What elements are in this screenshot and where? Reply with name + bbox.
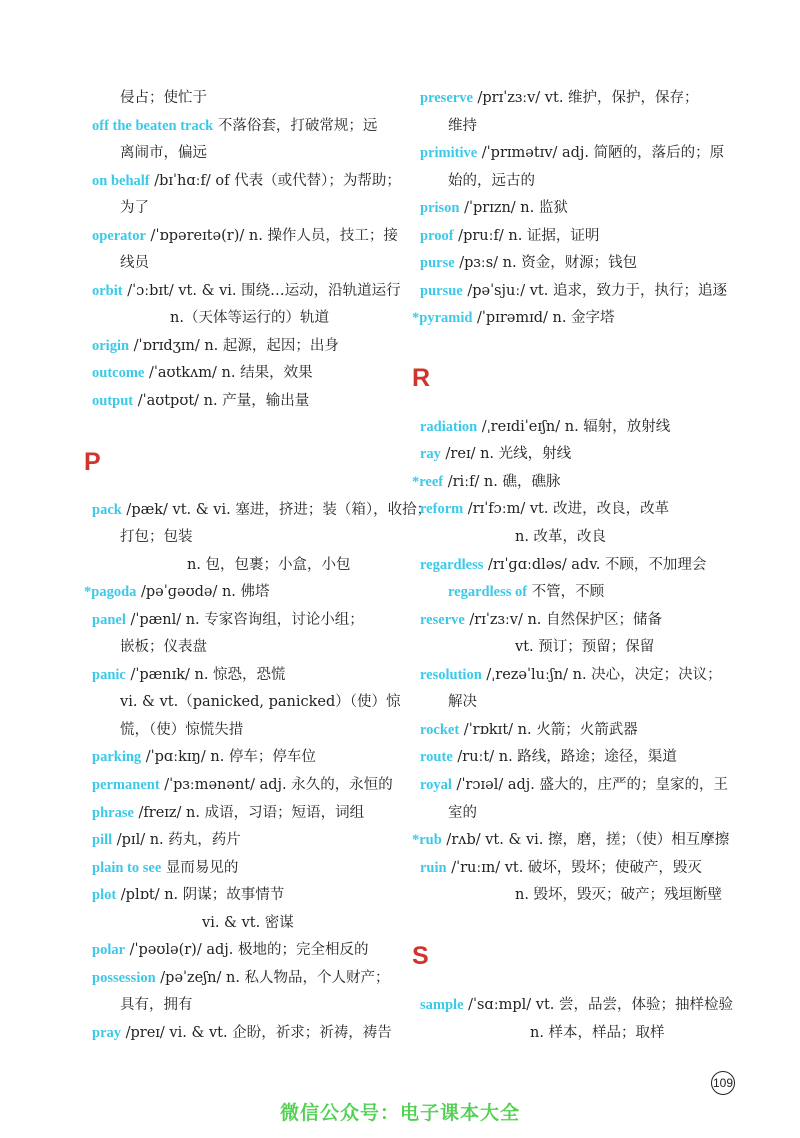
entry-line — [448, 692, 477, 712]
entry-line — [202, 913, 294, 933]
definition: vi. & vt. 密谋 — [202, 915, 294, 931]
definition: 慌，（使）惊慌失措 — [120, 722, 244, 738]
definition: /ˈprɪmətɪv/ adj. 简陋的，落后的；原 — [477, 145, 725, 161]
definition: /ˈpænɪk/ n. 惊恐，恐慌 — [125, 667, 286, 683]
entry-line — [448, 116, 477, 136]
headword: *pagoda — [84, 584, 137, 600]
entry-line — [92, 500, 431, 520]
headword: plain to see — [92, 860, 162, 876]
headword: reform — [420, 501, 464, 517]
entry-line — [84, 582, 270, 602]
headword: origin — [92, 338, 130, 354]
entry-line — [92, 858, 238, 878]
entry-line — [420, 499, 669, 519]
headword: outcome — [92, 365, 145, 381]
headword: panic — [92, 667, 126, 683]
headword: *pyramid — [412, 310, 473, 326]
definition: /ˌrezəˈluːʃn/ n. 决心，决定；决议； — [481, 667, 722, 683]
headword: proof — [420, 228, 454, 244]
entry-line — [92, 747, 316, 767]
definition: /rɪˈzɜːv/ n. 自然保护区；储备 — [464, 612, 663, 628]
entry-line — [92, 336, 339, 356]
entry-line — [412, 830, 729, 850]
definition: vt. 预订；预留；保留 — [515, 639, 655, 655]
definition: /pruːf/ n. 证据，证明 — [453, 228, 600, 244]
headword: pursue — [420, 283, 463, 299]
entry-line — [92, 830, 241, 850]
headword: primitive — [420, 145, 478, 161]
headword: operator — [92, 228, 146, 244]
definition: /pəˈzeʃn/ n. 私人物品，个人财产； — [155, 970, 390, 986]
entry-line — [448, 171, 535, 191]
definition: /plɒt/ n. 阴谋；故事情节 — [116, 887, 285, 903]
headword: output — [92, 393, 134, 409]
headword: orbit — [92, 283, 123, 299]
entry-line — [120, 198, 149, 218]
entry-line — [412, 472, 561, 492]
entry-line — [420, 253, 637, 273]
headword: royal — [420, 777, 452, 793]
entry-line — [120, 637, 207, 657]
headword: off the beaten track — [92, 118, 214, 134]
definition: /ˈpɜːmənənt/ adj. 永久的，永恒的 — [159, 777, 393, 793]
definition: /pɪl/ n. 药丸，药片 — [112, 832, 241, 848]
definition: /ˈrɔɪəl/ adj. 盛大的，庄严的；皇家的，王 — [451, 777, 728, 793]
entry-line — [92, 610, 364, 630]
headword: prison — [420, 200, 460, 216]
headword: ruin — [420, 860, 447, 876]
definition: /pəˈɡəʊdə/ n. 佛塔 — [136, 584, 270, 600]
headword: route — [420, 749, 453, 765]
entry-line — [187, 555, 351, 575]
headword: reserve — [420, 612, 465, 628]
entry-line — [92, 171, 401, 191]
entry-line — [92, 968, 390, 988]
entry-line — [120, 692, 401, 712]
definition: 不管，不顾 — [527, 584, 605, 600]
entry-line — [120, 720, 243, 740]
definition: /rɪˈɡɑːdləs/ adv. 不顾，不加理会 — [483, 557, 707, 573]
definition: n. 毁坏，毁灭；破产；残垣断壁 — [515, 887, 723, 903]
definition: /ˌreɪdiˈeɪʃn/ n. 辐射，放射线 — [477, 419, 671, 435]
headword: radiation — [420, 419, 478, 435]
entry-line — [92, 226, 398, 246]
definition: 维持 — [448, 118, 477, 134]
entry-line — [120, 527, 193, 547]
definition: 具有，拥有 — [120, 997, 193, 1013]
headword: pill — [92, 832, 113, 848]
section-letter-s: S — [412, 942, 429, 970]
definition: /pɜːs/ n. 资金，财源；钱包 — [454, 255, 638, 271]
definition: /riːf/ n. 礁，礁脉 — [443, 474, 561, 490]
headword: purse — [420, 255, 455, 271]
headword: panel — [92, 612, 126, 628]
headword: phrase — [92, 805, 134, 821]
entry-line — [420, 720, 638, 740]
definition: /ˈsɑːmpl/ vt. 尝，品尝，体验；抽样检验 — [463, 997, 733, 1013]
headword: regardless of — [448, 584, 528, 600]
headword: preserve — [420, 90, 473, 106]
definition: 不落俗套，打破常规；远 — [213, 118, 378, 134]
definition: n. 改革，改良 — [515, 529, 607, 545]
definition: /ˈɔːbɪt/ vt. & vi. 围绕…运动，沿轨道运行 — [122, 283, 401, 299]
definition: 线员 — [120, 255, 149, 271]
entry-line — [92, 940, 368, 960]
entry-line — [92, 1023, 392, 1043]
definition: /preɪ/ vi. & vt. 企盼，祈求；祈祷，祷告 — [121, 1025, 392, 1041]
headword: *reef — [412, 474, 444, 490]
definition: /ˈprɪzn/ n. 监狱 — [459, 200, 568, 216]
definition: /ˈruːɪn/ vt. 破坏，毁坏；使破产，毁灭 — [446, 860, 702, 876]
entry-line — [412, 308, 615, 328]
definition: vi. & vt.（panicked, panicked）（使）惊 — [120, 694, 401, 710]
entry-line — [92, 281, 401, 301]
entry-line — [420, 88, 699, 108]
headword: polar — [92, 942, 126, 958]
entry-line — [120, 88, 207, 108]
entry-line — [170, 308, 329, 328]
definition: 始的，远古的 — [448, 173, 535, 189]
entry-line — [420, 555, 706, 575]
definition: /rʌb/ vt. & vi. 擦，磨，搓；（使）相互摩擦 — [441, 832, 730, 848]
entry-line — [120, 995, 193, 1015]
definition: /pəˈsjuː/ vt. 追求，致力于，执行；追逐 — [462, 283, 727, 299]
definition: /rɪˈfɔːm/ vt. 改进，改良，改革 — [463, 501, 670, 517]
entry-line — [120, 143, 207, 163]
headword: permanent — [92, 777, 160, 793]
headword: possession — [92, 970, 156, 986]
entry-line — [448, 803, 477, 823]
entry-line — [515, 637, 654, 657]
definition: /ˈpɑːkɪŋ/ n. 停车；停车位 — [141, 749, 316, 765]
entry-line — [420, 417, 670, 437]
headword: rocket — [420, 722, 460, 738]
entry-line — [92, 391, 309, 411]
entry-line — [420, 610, 662, 630]
headword: plot — [92, 887, 117, 903]
definition: /pæk/ vt. & vi. 塞进，挤进；装（箱），收拾； — [121, 502, 432, 518]
headword: resolution — [420, 667, 482, 683]
entry-line — [515, 885, 722, 905]
entry-line — [420, 226, 599, 246]
definition: 为了 — [120, 200, 149, 216]
definition: 解决 — [448, 694, 477, 710]
definition: n.（天体等运行的）轨道 — [170, 310, 329, 326]
definition: /ˈaʊtkʌm/ n. 结果，效果 — [144, 365, 313, 381]
entry-line — [92, 775, 393, 795]
definition: /ˈaʊtpʊt/ n. 产量，输出量 — [133, 393, 310, 409]
headword: ray — [420, 446, 441, 462]
footer-watermark: 微信公众号：电子课本大全 — [279, 1102, 520, 1124]
headword: pack — [92, 502, 122, 518]
definition: /reɪ/ n. 光线，射线 — [440, 446, 572, 462]
definition: /ruːt/ n. 路线，路途；途径，渠道 — [452, 749, 677, 765]
entry-line — [92, 116, 377, 136]
entry-line — [92, 803, 364, 823]
entry-line — [420, 775, 728, 795]
definition: 嵌板；仪表盘 — [120, 639, 207, 655]
entry-line — [420, 198, 568, 218]
definition: 离闹市，偏远 — [120, 145, 207, 161]
entry-line — [420, 747, 677, 767]
entry-line — [92, 885, 284, 905]
entry-line — [420, 858, 702, 878]
definition: /ˈɒpəreɪtə(r)/ n. 操作人员，技工；接 — [145, 228, 398, 244]
headword: sample — [420, 997, 464, 1013]
definition: /ˈpɪrəmɪd/ n. 金字塔 — [472, 310, 615, 326]
definition: /ˈpænl/ n. 专家咨询组，讨论小组； — [125, 612, 364, 628]
entry-line — [92, 665, 286, 685]
entry-line — [420, 995, 733, 1015]
definition: n. 包，包裹；小盒，小包 — [187, 557, 351, 573]
definition: 显而易见的 — [161, 860, 239, 876]
entry-line — [92, 363, 313, 383]
entry-line — [530, 1023, 665, 1043]
entry-line — [420, 665, 722, 685]
headword: on behalf — [92, 173, 150, 189]
entry-line — [448, 582, 604, 602]
page-number: 109 — [711, 1071, 735, 1095]
headword: *rub — [412, 832, 442, 848]
definition: /freɪz/ n. 成语，习语；短语，词组 — [133, 805, 365, 821]
entry-line — [120, 253, 149, 273]
definition: /ˈɒrɪdʒɪn/ n. 起源，起因；出身 — [129, 338, 339, 354]
definition: 打包；包装 — [120, 529, 193, 545]
entry-line — [420, 444, 571, 464]
headword: parking — [92, 749, 142, 765]
definition: /bɪˈhɑːf/ of 代表（或代替）；为帮助； — [149, 173, 401, 189]
definition: 室的 — [448, 805, 477, 821]
definition: /ˈpəʊlə(r)/ adj. 极地的；完全相反的 — [125, 942, 369, 958]
section-letter-p: P — [84, 448, 101, 476]
definition: /prɪˈzɜːv/ vt. 维护，保护，保存； — [472, 90, 699, 106]
entry-line — [420, 281, 727, 301]
headword: regardless — [420, 557, 484, 573]
headword: pray — [92, 1025, 121, 1041]
definition: 侵占；使忙于 — [120, 90, 207, 106]
definition: /ˈrɒkɪt/ n. 火箭；火箭武器 — [459, 722, 638, 738]
definition: n. 样本，样品；取样 — [530, 1025, 665, 1041]
section-letter-r: R — [412, 364, 431, 392]
entry-line — [420, 143, 724, 163]
entry-line — [515, 527, 606, 547]
